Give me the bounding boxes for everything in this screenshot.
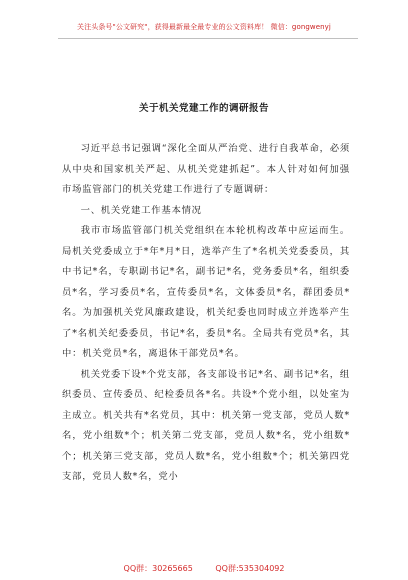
header-divider (58, 38, 358, 39)
document-title: 关于机关党建工作的调研报告 (138, 103, 269, 114)
footer-contacts (0, 563, 408, 574)
section-heading: 一、机关党建工作基本情况 (80, 204, 202, 216)
paragraph-branches: 机关党委下设*个党支部，各支部设书记*名、副书记*名，组织委员、宣传委员、纪检委员各*名。共设*个党小组，以处室为主成立。机关共有*名党员，其中：机关第一党支部，党员人数*名，党小组数*个；机关第二党支部，党员人数*名，党小组数*个；机关第三党支部，党员人数*名，党小组数*个；机关第四党支部，党员人数*名，党小 (62, 368, 350, 482)
footer-qq-group-1: QQ群：30265665 (123, 564, 193, 573)
footer-qq-group-2: QQ群:535304092 (215, 564, 285, 573)
header-banner: 关注头条号"公文研究"，获得最新最全最专业的公文资料库！ 微信：gongwenyj (77, 23, 331, 31)
paragraph-intro: 习近平总书记强调“深化全面从严治党、进行自我革命，必须从中央和国家机关严起、从机关党建抓起”。本人针对如何加强市场监管部门的机关党建工作进行了专题调研： (62, 143, 350, 195)
document-body (62, 139, 350, 488)
paragraph-party-committee: 我市市场监管部门机关党组织在本轮机构改革中应运而生。局机关党委成立于*年*月*日，选举产生了*名机关党委委员，其中书记*名，专职副书记*名，副书记*名，党务委员*名，组织委员*名，学习委员*名，宣传委员*名，文体委员*名，群团委员*名。为加强机关党风廉政建设，机关纪委也同时成立并选举产生了*名机关纪委委员，书记*名，委员*名。全局共有党员*名，其中：机关党员*名，离退休干部党员*名。 (62, 225, 350, 359)
